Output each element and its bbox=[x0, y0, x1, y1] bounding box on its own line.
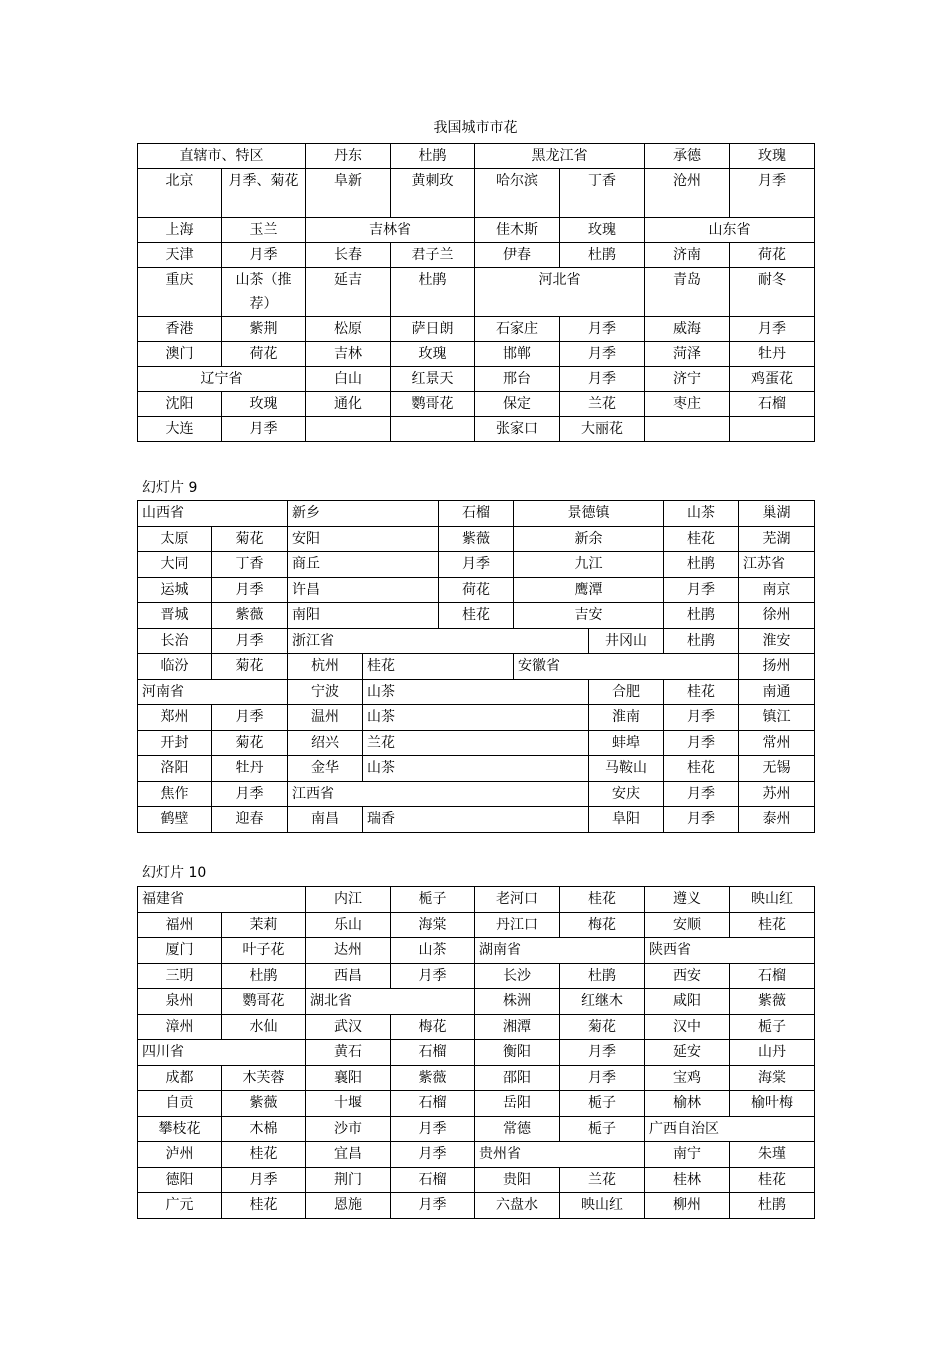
table-cell: 宜昌 bbox=[306, 1142, 391, 1168]
table-row bbox=[138, 577, 815, 603]
table-cell: 衡阳 bbox=[475, 1040, 560, 1066]
table-cell: 月季 bbox=[391, 1193, 475, 1219]
table-cell: 石榴 bbox=[730, 392, 815, 417]
table-cell: 安徽省 bbox=[514, 654, 739, 680]
table-cell: 石家庄 bbox=[475, 317, 560, 342]
table-cell: 玫瑰 bbox=[391, 342, 475, 367]
table-cell: 金华 bbox=[288, 756, 363, 782]
table-cell: 三明 bbox=[138, 963, 222, 989]
table-row bbox=[138, 912, 815, 938]
table-cell: 紫薇 bbox=[391, 1065, 475, 1091]
table-cell: 月季 bbox=[730, 169, 815, 218]
table-cell: 吉林 bbox=[306, 342, 391, 367]
table-cell: 南京 bbox=[739, 577, 815, 603]
table-cell: 哈尔滨 bbox=[475, 169, 560, 218]
table-cell: 玫瑰 bbox=[560, 218, 645, 243]
table-cell: 木棉 bbox=[222, 1116, 306, 1142]
table-cell: 浙江省 bbox=[288, 628, 589, 654]
table-cell: 兰花 bbox=[560, 392, 645, 417]
table-cell: 榆林 bbox=[645, 1091, 730, 1117]
table-cell: 广西自治区 bbox=[645, 1116, 815, 1142]
table-cell: 徐州 bbox=[739, 603, 815, 629]
table-cell: 玫瑰 bbox=[730, 144, 815, 169]
table-cell: 石榴 bbox=[391, 1091, 475, 1117]
table-cell: 牡丹 bbox=[730, 342, 815, 367]
table-cell: 山茶 bbox=[664, 501, 739, 527]
table-row bbox=[138, 501, 815, 527]
table-cell: 月季 bbox=[560, 1040, 645, 1066]
table-cell: 杜鹃 bbox=[560, 963, 645, 989]
table-cell: 德阳 bbox=[138, 1167, 222, 1193]
table-cell: 月季 bbox=[664, 807, 739, 833]
table-cell: 江苏省 bbox=[739, 552, 815, 578]
table-cell: 映山红 bbox=[560, 1193, 645, 1219]
table-cell: 月季 bbox=[212, 781, 288, 807]
table-cell: 温州 bbox=[288, 705, 363, 731]
table-cell: 湘潭 bbox=[475, 1014, 560, 1040]
table-cell: 巢湖 bbox=[739, 501, 815, 527]
table-cell: 杜鹃 bbox=[560, 243, 645, 268]
table-cell: 木芙蓉 bbox=[222, 1065, 306, 1091]
table-cell: 兰花 bbox=[560, 1167, 645, 1193]
table-cell: 杜鹃 bbox=[222, 963, 306, 989]
table-cell: 君子兰 bbox=[391, 243, 475, 268]
table-row bbox=[138, 938, 815, 964]
table-cell: 南昌 bbox=[288, 807, 363, 833]
table-cell bbox=[306, 417, 391, 442]
table-cell: 陕西省 bbox=[645, 938, 815, 964]
table-cell: 玫瑰 bbox=[222, 392, 306, 417]
table-cell: 牡丹 bbox=[212, 756, 288, 782]
table-cell: 石榴 bbox=[730, 963, 815, 989]
table-cell: 沧州 bbox=[645, 169, 730, 218]
table-row bbox=[138, 342, 815, 367]
table-cell: 汉中 bbox=[645, 1014, 730, 1040]
slide-10-label: 幻灯片 10 bbox=[142, 865, 207, 881]
table-row bbox=[138, 989, 815, 1015]
table-cell: 栀子 bbox=[391, 887, 475, 913]
table-cell: 山茶 bbox=[363, 679, 589, 705]
table-cell: 月季 bbox=[664, 781, 739, 807]
table-cell: 萨日朗 bbox=[391, 317, 475, 342]
table-cell: 山茶 bbox=[363, 756, 589, 782]
table-cell: 阜新 bbox=[306, 169, 391, 218]
table-cell: 淮安 bbox=[739, 628, 815, 654]
table-cell: 鸡蛋花 bbox=[730, 367, 815, 392]
table-cell: 商丘 bbox=[288, 552, 439, 578]
table-cell: 杜鹃 bbox=[664, 552, 739, 578]
table-cell: 鹦哥花 bbox=[222, 989, 306, 1015]
table-row bbox=[138, 1091, 815, 1117]
table-cell: 开封 bbox=[138, 730, 212, 756]
table-cell: 鹤壁 bbox=[138, 807, 212, 833]
table-cell: 株洲 bbox=[475, 989, 560, 1015]
table-cell: 月季 bbox=[730, 317, 815, 342]
table-row bbox=[138, 1167, 815, 1193]
table-cell: 长春 bbox=[306, 243, 391, 268]
table-cell: 菊花 bbox=[212, 526, 288, 552]
table-cell: 梅花 bbox=[560, 912, 645, 938]
table-cell: 六盘水 bbox=[475, 1193, 560, 1219]
table-cell: 杜鹃 bbox=[730, 1193, 815, 1219]
table-cell: 大丽花 bbox=[560, 417, 645, 442]
table-cell: 江西省 bbox=[288, 781, 589, 807]
table-cell: 桂花 bbox=[222, 1142, 306, 1168]
table-row bbox=[138, 392, 815, 417]
table-cell: 湖南省 bbox=[475, 938, 645, 964]
table-cell: 新乡 bbox=[288, 501, 439, 527]
table-row bbox=[138, 169, 815, 218]
table-cell: 镇江 bbox=[739, 705, 815, 731]
table-cell: 紫薇 bbox=[730, 989, 815, 1015]
table-cell: 武汉 bbox=[306, 1014, 391, 1040]
table-row bbox=[138, 963, 815, 989]
table-cell: 威海 bbox=[645, 317, 730, 342]
table-row bbox=[138, 705, 815, 731]
table-cell: 梅花 bbox=[391, 1014, 475, 1040]
slide-9-label: 幻灯片 9 bbox=[142, 480, 198, 496]
table-cell: 桂花 bbox=[730, 912, 815, 938]
table-cell: 菊花 bbox=[212, 654, 288, 680]
table-cell: 月季 bbox=[560, 317, 645, 342]
table-cell: 黄刺玫 bbox=[391, 169, 475, 218]
table-cell: 荷花 bbox=[222, 342, 306, 367]
table-cell: 承德 bbox=[645, 144, 730, 169]
table-cell: 杜鹃 bbox=[391, 268, 475, 317]
table-row bbox=[138, 603, 815, 629]
table-cell: 菏泽 bbox=[645, 342, 730, 367]
table-cell: 天津 bbox=[138, 243, 222, 268]
table-cell: 叶子花 bbox=[222, 938, 306, 964]
table-cell: 许昌 bbox=[288, 577, 439, 603]
table-cell: 石榴 bbox=[439, 501, 514, 527]
table-cell: 月季 bbox=[664, 730, 739, 756]
table-cell: 南阳 bbox=[288, 603, 439, 629]
table-cell: 厦门 bbox=[138, 938, 222, 964]
table-cell: 无锡 bbox=[739, 756, 815, 782]
table-cell: 马鞍山 bbox=[589, 756, 664, 782]
table-cell: 安庆 bbox=[589, 781, 664, 807]
table-cell: 杜鹃 bbox=[664, 603, 739, 629]
table-cell: 栀子 bbox=[560, 1116, 645, 1142]
table-cell: 咸阳 bbox=[645, 989, 730, 1015]
table-cell: 沙市 bbox=[306, 1116, 391, 1142]
table-cell: 大连 bbox=[138, 417, 222, 442]
table-cell: 月季 bbox=[664, 577, 739, 603]
table-cell: 丁香 bbox=[560, 169, 645, 218]
table-cell: 黄石 bbox=[306, 1040, 391, 1066]
table-cell: 洛阳 bbox=[138, 756, 212, 782]
table-cell: 常德 bbox=[475, 1116, 560, 1142]
table-cell: 白山 bbox=[306, 367, 391, 392]
table-cell: 月季 bbox=[439, 552, 514, 578]
table-cell: 上海 bbox=[138, 218, 222, 243]
table-cell: 长治 bbox=[138, 628, 212, 654]
table-row bbox=[138, 679, 815, 705]
table-cell: 月季 bbox=[212, 705, 288, 731]
table-cell: 丹江口 bbox=[475, 912, 560, 938]
table-cell: 泸州 bbox=[138, 1142, 222, 1168]
table-cell: 桂林 bbox=[645, 1167, 730, 1193]
table-cell: 月季 bbox=[391, 1116, 475, 1142]
table-cell: 老河口 bbox=[475, 887, 560, 913]
table-cell: 枣庄 bbox=[645, 392, 730, 417]
table-cell: 栀子 bbox=[560, 1091, 645, 1117]
table-cell: 扬州 bbox=[739, 654, 815, 680]
table-cell: 淮南 bbox=[589, 705, 664, 731]
table-cell: 红继木 bbox=[560, 989, 645, 1015]
table-cell bbox=[645, 417, 730, 442]
table-cell: 井冈山 bbox=[589, 628, 664, 654]
table-cell: 山东省 bbox=[645, 218, 815, 243]
table-cell: 济南 bbox=[645, 243, 730, 268]
table-cell: 月季、菊花 bbox=[222, 169, 306, 218]
table-cell: 湖北省 bbox=[306, 989, 475, 1015]
table-cell: 直辖市、特区 bbox=[138, 144, 306, 169]
table-cell: 邵阳 bbox=[475, 1065, 560, 1091]
table-cell: 济宁 bbox=[645, 367, 730, 392]
table-cell: 西安 bbox=[645, 963, 730, 989]
table-cell: 恩施 bbox=[306, 1193, 391, 1219]
table-cell: 桂花 bbox=[664, 679, 739, 705]
table-cell: 桂花 bbox=[439, 603, 514, 629]
table-cell: 运城 bbox=[138, 577, 212, 603]
table-row bbox=[138, 1040, 815, 1066]
table-cell: 宝鸡 bbox=[645, 1065, 730, 1091]
table-cell: 瑞香 bbox=[363, 807, 589, 833]
table-row bbox=[138, 654, 815, 680]
table-row bbox=[138, 417, 815, 442]
table-cell: 月季 bbox=[560, 367, 645, 392]
table-cell: 桂花 bbox=[730, 1167, 815, 1193]
table-cell: 水仙 bbox=[222, 1014, 306, 1040]
table-cell: 丁香 bbox=[212, 552, 288, 578]
table-cell: 映山红 bbox=[730, 887, 815, 913]
table-cell: 焦作 bbox=[138, 781, 212, 807]
table-cell: 郑州 bbox=[138, 705, 212, 731]
table-cell: 九江 bbox=[514, 552, 664, 578]
table-row bbox=[138, 887, 815, 913]
table-cell: 柳州 bbox=[645, 1193, 730, 1219]
table-cell: 月季 bbox=[222, 1167, 306, 1193]
table-cell: 芜湖 bbox=[739, 526, 815, 552]
table-cell: 吉林省 bbox=[306, 218, 475, 243]
table-cell: 石榴 bbox=[391, 1167, 475, 1193]
table-cell: 南通 bbox=[739, 679, 815, 705]
table-cell: 河南省 bbox=[138, 679, 288, 705]
table-cell: 晋城 bbox=[138, 603, 212, 629]
table-cell: 菊花 bbox=[212, 730, 288, 756]
table-row bbox=[138, 756, 815, 782]
table-cell: 阜阳 bbox=[589, 807, 664, 833]
table-cell: 朱瑾 bbox=[730, 1142, 815, 1168]
table-cell: 西昌 bbox=[306, 963, 391, 989]
table-cell: 海棠 bbox=[391, 912, 475, 938]
table-cell: 辽宁省 bbox=[138, 367, 306, 392]
table-cell: 荷花 bbox=[730, 243, 815, 268]
table-cell: 合肥 bbox=[589, 679, 664, 705]
city-flower-table-2 bbox=[137, 500, 815, 833]
page-title: 我国城市市花 bbox=[433, 120, 518, 136]
table-cell: 宁波 bbox=[288, 679, 363, 705]
table-cell: 紫薇 bbox=[212, 603, 288, 629]
table-cell: 襄阳 bbox=[306, 1065, 391, 1091]
table-cell: 内江 bbox=[306, 887, 391, 913]
table-cell: 月季 bbox=[560, 1065, 645, 1091]
table-cell: 大同 bbox=[138, 552, 212, 578]
table-cell: 重庆 bbox=[138, 268, 222, 317]
table-cell: 十堰 bbox=[306, 1091, 391, 1117]
table-cell: 泉州 bbox=[138, 989, 222, 1015]
table-row bbox=[138, 144, 815, 169]
table-cell: 保定 bbox=[475, 392, 560, 417]
table-cell: 月季 bbox=[212, 628, 288, 654]
table-row bbox=[138, 1116, 815, 1142]
table-cell: 自贡 bbox=[138, 1091, 222, 1117]
table-cell: 兰花 bbox=[363, 730, 589, 756]
table-cell: 菊花 bbox=[560, 1014, 645, 1040]
table-cell: 安顺 bbox=[645, 912, 730, 938]
table-cell: 北京 bbox=[138, 169, 222, 218]
table-cell: 月季 bbox=[212, 577, 288, 603]
table-row bbox=[138, 1193, 815, 1219]
table-cell: 临汾 bbox=[138, 654, 212, 680]
table-row bbox=[138, 268, 815, 317]
table-cell: 贵阳 bbox=[475, 1167, 560, 1193]
table-cell: 岳阳 bbox=[475, 1091, 560, 1117]
table-cell: 茉莉 bbox=[222, 912, 306, 938]
table-cell: 桂花 bbox=[363, 654, 514, 680]
table-cell: 攀枝花 bbox=[138, 1116, 222, 1142]
table-cell: 苏州 bbox=[739, 781, 815, 807]
table-cell: 福建省 bbox=[138, 887, 306, 913]
table-row bbox=[138, 781, 815, 807]
table-cell: 月季 bbox=[222, 417, 306, 442]
table-cell: 桂花 bbox=[222, 1193, 306, 1219]
table-cell: 遵义 bbox=[645, 887, 730, 913]
table-cell: 山西省 bbox=[138, 501, 288, 527]
table-cell: 山茶 bbox=[391, 938, 475, 964]
table-cell: 迎春 bbox=[212, 807, 288, 833]
table-cell: 山茶 bbox=[363, 705, 589, 731]
table-cell: 常州 bbox=[739, 730, 815, 756]
table-cell: 河北省 bbox=[475, 268, 645, 317]
table-cell bbox=[730, 417, 815, 442]
table-cell: 香港 bbox=[138, 317, 222, 342]
table-cell: 南宁 bbox=[645, 1142, 730, 1168]
table-cell: 蚌埠 bbox=[589, 730, 664, 756]
table-cell: 佳木斯 bbox=[475, 218, 560, 243]
table-cell: 杜鹃 bbox=[664, 628, 739, 654]
table-cell: 景德镇 bbox=[514, 501, 664, 527]
table-cell: 沈阳 bbox=[138, 392, 222, 417]
city-flower-table-3 bbox=[137, 886, 815, 1219]
table-cell: 桂花 bbox=[664, 526, 739, 552]
table-cell: 月季 bbox=[391, 963, 475, 989]
table-row bbox=[138, 730, 815, 756]
table-cell: 澳门 bbox=[138, 342, 222, 367]
table-cell: 鹰潭 bbox=[514, 577, 664, 603]
table-row bbox=[138, 218, 815, 243]
table-cell: 耐冬 bbox=[730, 268, 815, 317]
table-cell: 通化 bbox=[306, 392, 391, 417]
table-cell: 成都 bbox=[138, 1065, 222, 1091]
table-cell: 桂花 bbox=[560, 887, 645, 913]
table-cell: 丹东 bbox=[306, 144, 391, 169]
table-cell: 安阳 bbox=[288, 526, 439, 552]
table-row bbox=[138, 1142, 815, 1168]
table-cell: 紫薇 bbox=[222, 1091, 306, 1117]
table-cell: 月季 bbox=[391, 1142, 475, 1168]
table-cell: 绍兴 bbox=[288, 730, 363, 756]
table-cell: 石榴 bbox=[391, 1040, 475, 1066]
table-cell: 泰州 bbox=[739, 807, 815, 833]
table-cell: 吉安 bbox=[514, 603, 664, 629]
table-cell: 杜鹃 bbox=[391, 144, 475, 169]
table-cell: 广元 bbox=[138, 1193, 222, 1219]
table-cell: 山茶（推荐） bbox=[222, 268, 306, 317]
table-cell: 紫荆 bbox=[222, 317, 306, 342]
table-cell: 延吉 bbox=[306, 268, 391, 317]
table-cell: 贵州省 bbox=[475, 1142, 645, 1168]
table-row bbox=[138, 628, 815, 654]
table-cell: 海棠 bbox=[730, 1065, 815, 1091]
table-cell: 鹦哥花 bbox=[391, 392, 475, 417]
table-cell: 紫薇 bbox=[439, 526, 514, 552]
table-row bbox=[138, 526, 815, 552]
table-cell: 新余 bbox=[514, 526, 664, 552]
table-cell: 延安 bbox=[645, 1040, 730, 1066]
table-cell: 玉兰 bbox=[222, 218, 306, 243]
table-cell: 月季 bbox=[664, 705, 739, 731]
table-cell: 邯郸 bbox=[475, 342, 560, 367]
table-cell: 山丹 bbox=[730, 1040, 815, 1066]
table-cell: 松原 bbox=[306, 317, 391, 342]
table-row bbox=[138, 367, 815, 392]
table-row bbox=[138, 1014, 815, 1040]
table-cell: 榆叶梅 bbox=[730, 1091, 815, 1117]
table-cell: 长沙 bbox=[475, 963, 560, 989]
city-flower-table-1 bbox=[137, 143, 815, 442]
table-cell: 太原 bbox=[138, 526, 212, 552]
table-cell: 桂花 bbox=[664, 756, 739, 782]
table-cell: 荆门 bbox=[306, 1167, 391, 1193]
table-cell: 邢台 bbox=[475, 367, 560, 392]
table-cell: 张家口 bbox=[475, 417, 560, 442]
table-row bbox=[138, 807, 815, 833]
table-row bbox=[138, 243, 815, 268]
table-cell: 伊春 bbox=[475, 243, 560, 268]
table-cell: 月季 bbox=[560, 342, 645, 367]
table-row bbox=[138, 1065, 815, 1091]
table-row bbox=[138, 552, 815, 578]
table-cell: 达州 bbox=[306, 938, 391, 964]
table-cell: 月季 bbox=[222, 243, 306, 268]
table-cell: 栀子 bbox=[730, 1014, 815, 1040]
table-cell: 漳州 bbox=[138, 1014, 222, 1040]
table-cell: 杭州 bbox=[288, 654, 363, 680]
table-cell: 红景天 bbox=[391, 367, 475, 392]
table-cell: 福州 bbox=[138, 912, 222, 938]
table-row bbox=[138, 317, 815, 342]
table-cell: 青岛 bbox=[645, 268, 730, 317]
table-cell: 荷花 bbox=[439, 577, 514, 603]
table-cell: 四川省 bbox=[138, 1040, 306, 1066]
table-cell bbox=[391, 417, 475, 442]
table-cell: 黑龙江省 bbox=[475, 144, 645, 169]
table-cell: 乐山 bbox=[306, 912, 391, 938]
